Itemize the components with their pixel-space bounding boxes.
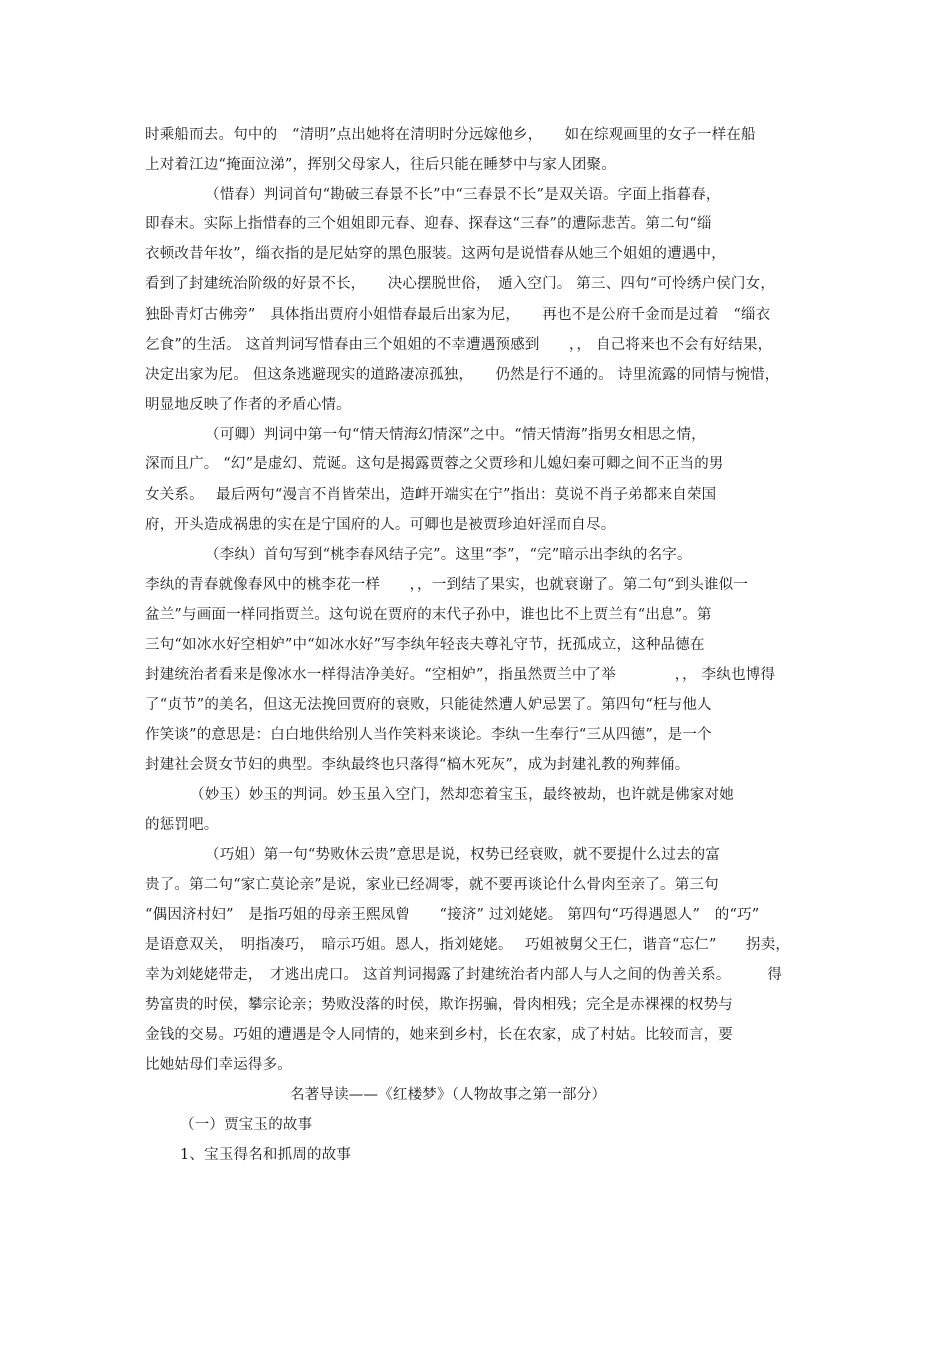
text-line: 乞食”的生活。 这首判词写惜春由三个姐姐的不幸遭遇预感到 ，， 自己将来也不会有好结果， <box>145 337 773 353</box>
text-line: 李纨的青春就像春风中的桃李花一样 ，，一到结了果实，也就衰谢了。第二句“到头谁似一 <box>145 577 749 593</box>
text-line: “偶因济村妇” 是指巧姐的母亲王熙凤曾 “接济” 过刘姥姥。 第四句“巧得遇恩人” 的“巧” <box>145 907 760 923</box>
text-line: 比她姑母们幸运得多。 <box>145 1057 292 1073</box>
text-line: 幸为刘姥姥带走， 才逃出虎口。 这首判词揭露了封建统治者内部人与人之间的伪善关系。 得 <box>145 967 783 983</box>
text-line: 封建社会贤女节妇的典型。李纨最终也只落得“槁木死灰”，成为封建礼教的殉葬俑。 <box>145 757 690 773</box>
text-line: 了“贞节”的美名，但这无法挽回贾府的衰败，只能徒然遭人妒忌罢了。第四句“枉与他人 <box>145 697 712 713</box>
text-line: 盆兰”与画面一样同指贾兰。这句说在贾府的末代子孙中，谁也比不上贾兰有“出息”。第 <box>145 607 712 623</box>
text-line: 独卧青灯古佛旁” 具体指出贾府小姐惜春最后出家为尼， 再也不是公府千金而是过着 “缁衣 <box>145 307 771 323</box>
text-line: （惜春）判词首句“勘破三春景不长”中“三春景不长”是双关语。字面上指暮春， <box>205 187 721 203</box>
text-line: 金钱的交易。巧姐的遭遇是令人同情的，她来到乡村，长在农家，成了村姑。比较而言，要 <box>145 1027 733 1043</box>
subsection-heading: 1、宝玉得名和抓周的故事 <box>180 1147 352 1163</box>
text-line: 府，开头造成祸患的实在是宁国府的人。可卿也是被贾珍迫奸淫而自尽。 <box>145 517 616 533</box>
text-line: 上对着江边“掩面泣涕”，挥别父母家人，往后只能在睡梦中与家人团聚。 <box>145 157 616 173</box>
text-line: 即春末。实际上指惜春的三个姐姐即元春、迎春、探春这“三春”的遭际悲苦。第二句“缁 <box>145 216 712 232</box>
text-line: （可卿）判词中第一句“情天情海幻情深”之中。“情天情海”指男女相思之情， <box>205 427 706 443</box>
text-line: 封建统治者看来是像冰水一样得洁净美好。“空相妒”，指虽然贾兰中了举 ，， 李纨也博得 <box>145 667 776 683</box>
text-line: 势富贵的时侯，攀宗论亲；势败没落的时侯，欺诈拐骗，骨肉相残；完全是赤裸裸的权势与 <box>145 997 733 1013</box>
text-line: 贵了。第二句“家亡莫论亲”是说，家业已经凋零，就不要再谈论什么骨肉至亲了。第三句 <box>145 877 719 893</box>
text-line: 的惩罚吧。 <box>145 817 219 833</box>
section-title: 名著导读——《红楼梦》（人物故事之第一部分） <box>290 1087 607 1103</box>
text-line: （妙玉）妙玉的判词。妙玉虽入空门，然却恋着宝玉，最终被劫，也许就是佛家对她 <box>190 787 734 803</box>
text-line: 作笑谈”的意思是：白白地供给别人当作笑料来谈论。李纨一生奉行“三从四德”，是一个 <box>145 727 712 743</box>
text-line: 女关系。 最后两句“漫言不肖皆荣出，造衅开端实在宁”指出：莫说不肖子弟都来自荣国 <box>145 487 717 503</box>
text-line: （巧姐）第一句“势败休云贵”意思是说，权势已经衰败，就不要提什么过去的富 <box>205 847 721 863</box>
text-line: 时乘船而去。句中的 “清明”点出她将在清明时分远嫁他乡， 如在综观画里的女子一样在船 <box>145 127 756 143</box>
text-line: 衣顿改昔年妆”，缁衣指的是尼姑穿的黑色服装。这两句是说惜春从她三个姐姐的遭遇中， <box>145 246 726 262</box>
section-heading: （一）贾宝玉的故事 <box>180 1117 313 1133</box>
text-line: 决定出家为尼。 但这条逃避现实的道路凄凉孤独， 仍然是行不通的。 诗里流露的同情与惋惜， <box>145 367 780 383</box>
text-line: 深而且广。 “幻”是虚幻、荒诞。这句是揭露贾蓉之父贾珍和儿媳妇秦可卿之间不正当的男 <box>145 456 724 472</box>
text-line: 三句“如冰水好空相妒”中“如冰水好”写李纨年轻丧夫尊礼守节，抚孤成立，这种品德在 <box>145 637 705 653</box>
text-line: （李纨）首句写到“桃李春风结子完”。这里“李”，“完”暗示出李纨的名字。 <box>205 547 692 563</box>
text-line: 明显地反映了作者的矛盾心情。 <box>145 397 351 413</box>
text-line: 看到了封建统治阶级的好景不长， 决心摆脱世俗， 遁入空门。 第三、四句“可怜绣户侯门女， <box>145 276 776 292</box>
text-line: 是语意双关， 明指凑巧， 暗示巧姐。恩人，指刘姥姥。 巧姐被舅父王仁，谐音“忘仁” 拐卖， <box>145 937 791 953</box>
